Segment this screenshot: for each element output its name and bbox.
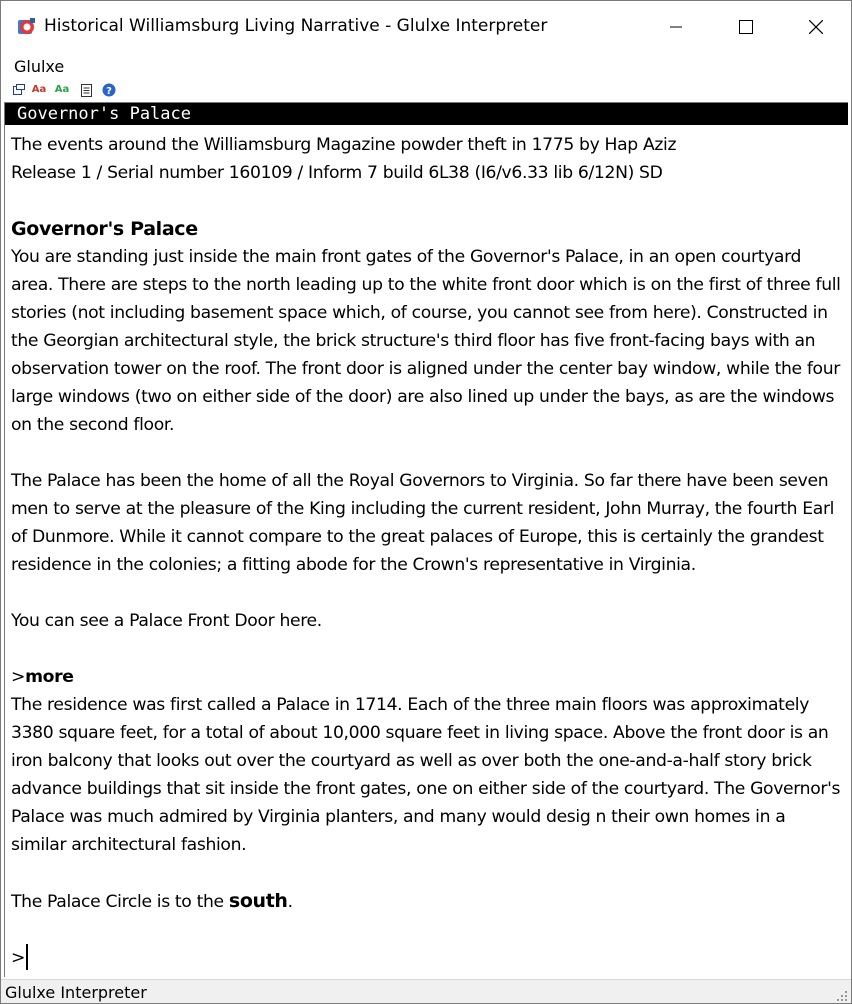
font-decrease-glyph: Aa [31,84,47,95]
statusbar-text: Glulxe Interpreter [5,983,147,1002]
exit-direction: south [228,890,288,912]
document-icon[interactable] [78,82,94,98]
objects-line: You can see a Palace Front Door here. [11,611,322,631]
story-window[interactable] [4,102,848,977]
svg-text:?: ? [106,86,112,97]
window-icon[interactable] [11,82,27,98]
maximize-icon [739,20,753,34]
window-title: Historical Williamsburg Living Narrative - Glulxe Interpreter [44,16,548,36]
title-bar[interactable] [1,1,851,53]
story-text [11,131,845,972]
input-line[interactable] [11,944,845,972]
minimize-icon [670,21,682,33]
minimize-button[interactable] [641,1,711,53]
resize-grip-icon[interactable] [835,988,849,1002]
font-increase-icon[interactable] [54,82,70,98]
more-response: The residence was first called a Palace in 1714. Each of the three main floors was approximately 3380 square feet, for a total of about 10,000 square feet in living space. Above the front door is an iron balcony that looks out over the courtyard as well as over both the one-and-a-half story brick advance buildings that sit inside the front gates, one on either side of the courtyard. The Governor's Palace was much admired by Virginia planters, and many would desig n their own homes in a similar architectural fashion. [11,695,841,855]
exit-suffix: . [287,892,293,912]
close-button[interactable] [781,1,851,53]
help-icon[interactable] [101,82,117,98]
font-increase-glyph: Aa [54,84,70,95]
prompt-symbol: > [11,667,26,687]
command-text: more [25,667,74,687]
status-bar [1,979,851,1004]
menu-glulxe[interactable]: Glulxe [14,57,65,76]
exit-prefix: The Palace Circle is to the [11,892,229,912]
input-prompt: > [11,948,26,968]
room-heading: Governor's Palace [11,218,198,240]
menu-bar [1,53,851,79]
room-description: You are standing just inside the main front gates of the Governor's Palace, in an open courtyard area. There are steps to the north leading up to the white front door which is on the first of three full stories (not including basement space which, of course, you cannot see from here). Constructed in the Georgian architectural style, the brick structure's third floor has five front-facing bays with an observation tower on the roof. The front door is aligned under the center bay window, while the four large windows (two on either side of the door) are also lined up under the bays, as are the windows on the second floor. [11,247,841,435]
exit-line [11,887,845,916]
maximize-button[interactable] [711,1,781,53]
status-location: Governor's Palace [17,104,191,124]
text-cursor [26,944,28,970]
toolbar [1,79,851,101]
command-line [11,663,845,691]
glulxe-app-icon [17,17,37,37]
status-line [5,103,848,125]
release-info: Release 1 / Serial number 160109 / Inform 7 build 6L38 (I6/v6.33 lib 6/12N) SD [11,163,663,183]
close-icon [809,20,823,34]
room-history: The Palace has been the home of all the Royal Governors to Virginia. So far there have been seven men to serve at the pleasure of the King including the current resident, John Murray, the fourth Earl of Dunmore. While it cannot compare to the great palaces of Europe, this is certainly the grandest residence in the colonies; a fitting abode for the Crown's representative in Virginia. [11,471,835,575]
byline: The events around the Williamsburg Magazine powder theft in 1775 by Hap Aziz [11,135,677,155]
font-decrease-icon[interactable] [31,82,47,98]
